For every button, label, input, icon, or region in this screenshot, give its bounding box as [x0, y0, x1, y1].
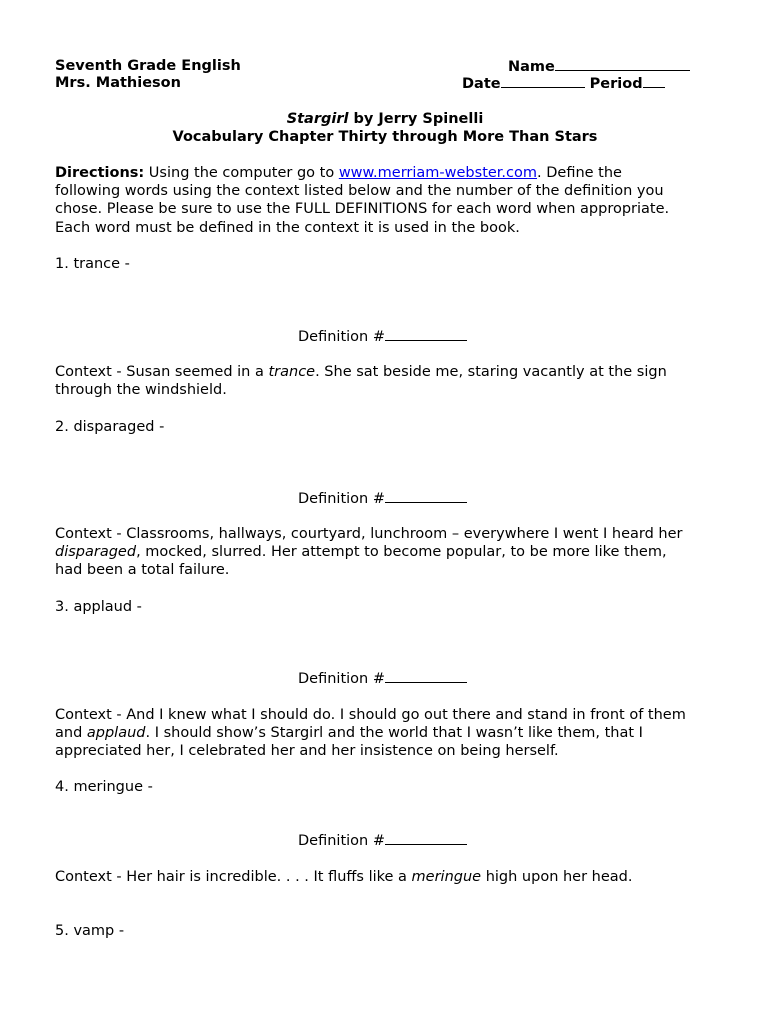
merriam-webster-link[interactable]: www.merriam-webster.com [338, 165, 538, 181]
teacher-name: Mrs. Mathieson [55, 75, 181, 91]
directions-line-3: chose. Please be sure to use the FULL DEFINITIONS for each word when appropriate. [55, 201, 670, 218]
definition-label: Definition # [298, 491, 385, 507]
definition-blank[interactable] [385, 831, 467, 845]
directions-text: Using the computer go to [144, 165, 339, 181]
directions [55, 164, 735, 237]
word-label: 4. meringue - [55, 779, 153, 795]
definition-blank[interactable] [385, 669, 467, 683]
directions-text-end: . Define the [537, 165, 622, 181]
date-period-line [462, 74, 665, 93]
definition-number [298, 327, 467, 346]
word-label: 5. vamp - [55, 923, 125, 939]
period-label: Period [589, 76, 643, 92]
word-label: 3. applaud - [55, 599, 142, 615]
context-text: appreciated her, I celebrated her and her insistence on being herself. [55, 743, 559, 760]
definition-number [298, 831, 467, 850]
context-text: . She sat beside me, staring vacantly at the sign [315, 364, 667, 380]
definition-number [298, 489, 467, 508]
context-text: , mocked, slurred. Her attempt to become popular, to be more like them, [136, 544, 667, 561]
context-text: Context - Susan seemed in a [55, 364, 269, 380]
period-blank[interactable] [643, 74, 665, 88]
definition-blank[interactable] [385, 489, 467, 503]
definition-blank[interactable] [385, 327, 467, 341]
page-subtitle: Vocabulary Chapter Thirty through More Than Stars [172, 129, 598, 145]
name-blank[interactable] [555, 57, 690, 71]
context-text: Context - Her hair is incredible. . . . It fluffs like a [55, 869, 412, 885]
directions-label: Directions: [55, 165, 145, 181]
definition-label: Definition # [298, 833, 385, 849]
word-label: 1. trance - [55, 256, 130, 272]
context-text: had been a total failure. [55, 562, 230, 579]
book-author: by Jerry Spinelli [348, 111, 484, 127]
context-text: Context - And I knew what I should do. I should go out there and stand in front of them [55, 707, 686, 723]
course-name: Seventh Grade English [55, 58, 241, 74]
word-context [55, 868, 735, 886]
context-word: disparaged [55, 544, 137, 561]
context-word: meringue [411, 869, 482, 885]
date-label: Date [462, 76, 501, 92]
directions-line-4: Each word must be defined in the context it is used in the book. [55, 219, 520, 236]
word-context [55, 525, 735, 580]
definition-label: Definition # [298, 671, 385, 687]
word-context [55, 706, 735, 761]
word-label: 2. disparaged - [55, 419, 165, 435]
name-label: Name [508, 59, 555, 75]
context-word: trance [268, 364, 316, 380]
context-text: high upon her head. [481, 869, 633, 885]
directions-line-2: following words using the context listed below and the number of the definition you [55, 183, 664, 200]
context-text: through the windshield. [55, 382, 227, 399]
context-text: Context - Classrooms, hallways, courtyard, lunchroom – everywhere I went I heard her [55, 526, 683, 542]
context-text: . I should show’s Stargirl and the world that I wasn’t like them, that I [145, 725, 643, 742]
definition-number [298, 669, 467, 688]
context-text: and [55, 725, 87, 742]
book-title [0, 110, 770, 128]
date-blank[interactable] [501, 74, 585, 88]
word-context [55, 363, 735, 399]
definition-label: Definition # [298, 329, 385, 345]
context-word: applaud [86, 725, 146, 742]
book-name: Stargirl [286, 111, 349, 127]
